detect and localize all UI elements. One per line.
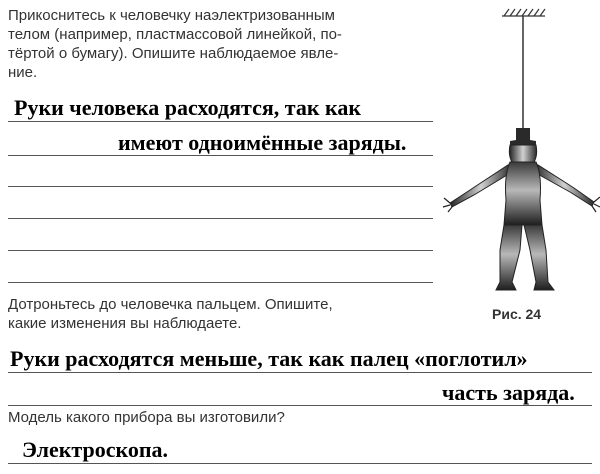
hat bbox=[510, 128, 536, 145]
task2-question-line: Дотроньтесь до человечка пальцем. Опишите, bbox=[8, 296, 333, 313]
answer-rule bbox=[8, 218, 433, 219]
answer-rule bbox=[8, 282, 433, 283]
task1-answer-line1: Руки человека расходятся, так как bbox=[14, 95, 362, 120]
left-leg bbox=[496, 225, 522, 290]
figure-caption: Рис. 24 bbox=[492, 306, 542, 322]
task2-answer-line1: Руки расходятся меньше, так как палец «поглотил» bbox=[10, 346, 528, 371]
ceiling-hatch bbox=[502, 9, 545, 16]
task2-question bbox=[8, 295, 448, 333]
answer-rule bbox=[8, 121, 433, 122]
torso bbox=[504, 162, 542, 225]
task1-question-line: Прикоснитесь к человечку наэлектризованным bbox=[8, 7, 335, 24]
task1-answer-line2: имеют одноимённые заряды. bbox=[118, 130, 407, 155]
task2-question-line: какие изменения вы наблюдаете. bbox=[8, 315, 242, 332]
figure-electroscope-man bbox=[430, 0, 600, 300]
task2-answer-line2: часть заряда. bbox=[442, 380, 575, 405]
right-leg bbox=[524, 225, 554, 290]
answer-rule bbox=[8, 463, 592, 464]
answer-rule bbox=[8, 155, 433, 156]
right-arm bbox=[534, 165, 594, 206]
left-arm bbox=[450, 165, 512, 207]
task3-question: Модель какого прибора вы изготовили? bbox=[8, 409, 285, 426]
task1-question-line: ние. bbox=[8, 64, 38, 81]
task3-answer: Электроскопа. bbox=[22, 437, 169, 462]
task1-question-line: телом (например, пластмассовой линейкой, по- bbox=[8, 26, 342, 43]
answer-rule bbox=[8, 372, 592, 373]
task1-question-line: тёртой о бумагу). Опишите наблюдаемое явле- bbox=[8, 45, 339, 62]
task1-question bbox=[8, 6, 428, 82]
answer-rule bbox=[8, 250, 433, 251]
answer-rule bbox=[8, 186, 433, 187]
answer-rule bbox=[8, 405, 592, 406]
